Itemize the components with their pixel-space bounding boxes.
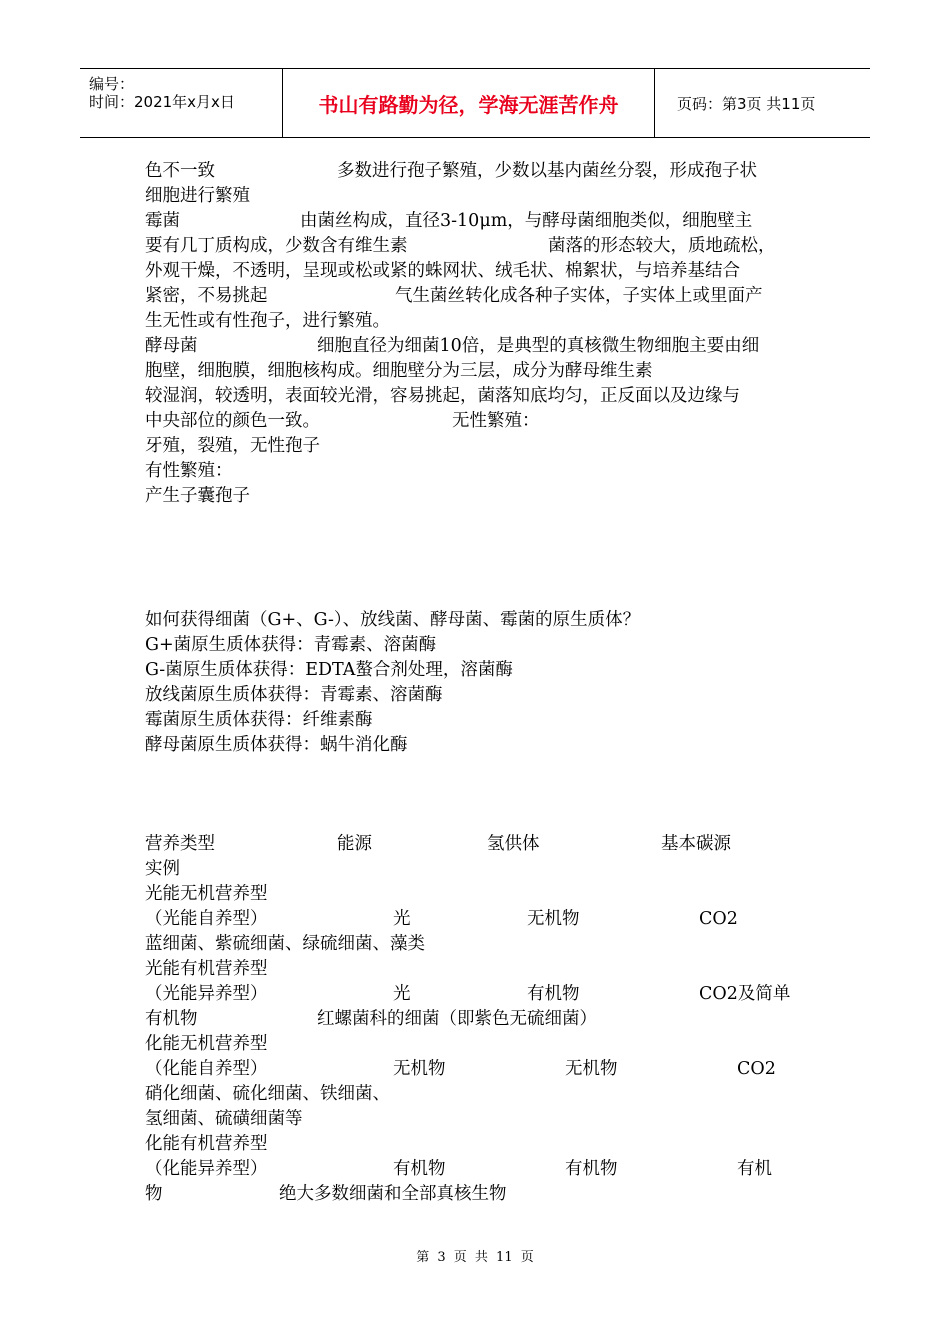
nutrition-carbon: CO2及简单 <box>699 984 791 1004</box>
mold-colony-desc-end: 紧密，不易挑起 <box>145 286 268 306</box>
nutrition-type: 光能有机营养型 <box>145 959 268 979</box>
nutrition-type: 光能无机营养型 <box>145 884 268 904</box>
document-header <box>80 68 870 138</box>
protoplast-item: 放线菌原生质体获得：青霉素、溶菌酶 <box>145 685 443 705</box>
nutrition-type: 化能无机营养型 <box>145 1034 268 1054</box>
nutrition-example: 蓝细菌、紫硫细菌、绿硫细菌、藻类 <box>145 934 425 954</box>
protoplast-item: G+菌原生质体获得：青霉素、溶菌酶 <box>145 635 437 655</box>
nutrition-energy: 光 <box>393 909 411 929</box>
yeast-colony-desc-end: 中央部位的颜色一致。 <box>145 411 320 431</box>
mold-wall-desc: 要有几丁质构成，少数含有维生素 <box>145 236 408 256</box>
nutrition-alias: （光能异养型） <box>145 984 268 1004</box>
text-line: 产生子囊孢子 <box>145 486 250 506</box>
nutrition-alias: （化能自养型） <box>145 1059 268 1079</box>
header-example: 实例 <box>145 859 180 879</box>
nutrition-carbon: CO2 <box>737 1059 776 1079</box>
nutrition-example: 硝化细菌、硫化细菌、铁细菌、 <box>145 1084 390 1104</box>
header-donor: 氢供体 <box>487 834 540 854</box>
nutrition-carbon: 有机 <box>737 1159 772 1179</box>
yeast-name: 酵母菌 <box>145 336 198 356</box>
protoplast-item: G-菌原生质体获得：EDTA螯合剂处理，溶菌酶 <box>145 660 513 680</box>
asexual-label: 无性繁殖： <box>452 411 540 431</box>
mold-cell-desc: 由菌丝构成，直径3-10μm，与酵母菌细胞类似，细胞壁主 <box>300 211 753 231</box>
header-energy: 能源 <box>337 834 372 854</box>
nutrition-carbon-cont: 物 <box>145 1184 163 1204</box>
header-type: 营养类型 <box>145 834 215 854</box>
text-line: 细胞进行繁殖 <box>145 186 250 206</box>
nutrition-example: 绝大多数细菌和全部真核生物 <box>279 1184 507 1204</box>
header-meta-cell <box>80 69 283 137</box>
nutrition-energy: 光 <box>393 984 411 1004</box>
nutrition-alias: （化能异养型） <box>145 1159 268 1179</box>
date-label: 时间：2021年x月x日 <box>89 93 235 111</box>
mold-colony-desc: 菌落的形态较大，质地疏松， <box>548 236 776 256</box>
header-carbon: 基本碳源 <box>661 834 731 854</box>
text-line: 外观干燥，不透明，呈现或松或紧的蛛网状、绒毛状、棉絮状，与培养基结合 <box>145 261 740 281</box>
nutrition-alias: （光能自养型） <box>145 909 268 929</box>
page-info <box>665 69 870 137</box>
page-footer: 第 3 页 共 11 页 <box>416 1250 534 1265</box>
nutrition-example: 红螺菌科的细菌（即紫色无硫细菌） <box>317 1009 597 1029</box>
nutrition-carbon: CO2 <box>699 909 738 929</box>
nutrition-energy: 无机物 <box>393 1059 446 1079</box>
number-label: 编号： <box>89 75 135 93</box>
color-label: 色不一致 <box>145 161 215 181</box>
mold-reproduction-desc: 气生菌丝转化成各种子实体，子实体上或里面产 <box>395 286 763 306</box>
text-line: 牙殖，裂殖，无性孢子 <box>145 436 320 456</box>
page-info-text: 页码：第3页 共11页 <box>677 94 816 113</box>
nutrition-donor: 无机物 <box>565 1059 618 1079</box>
text-line: 胞壁，细胞膜，细胞核构成。细胞壁分为三层，成分为酵母维生素 <box>145 361 653 381</box>
nutrition-type: 化能有机营养型 <box>145 1134 268 1154</box>
protoplast-item: 霉菌原生质体获得：纤维素酶 <box>145 710 373 730</box>
motto: 书山有路勤为径，学海无涯苦作舟 <box>283 69 655 137</box>
text-line: 有性繁殖： <box>145 461 233 481</box>
reproduction-text: 多数进行孢子繁殖，少数以基内菌丝分裂，形成孢子状 <box>337 161 757 181</box>
nutrition-donor: 有机物 <box>527 984 580 1004</box>
nutrition-carbon-cont: 有机物 <box>145 1009 198 1029</box>
nutrition-donor: 有机物 <box>565 1159 618 1179</box>
text-line: 较湿润，较透明，表面较光滑，容易挑起，菌落知底均匀，正反面以及边缘与 <box>145 386 740 406</box>
nutrition-donor: 无机物 <box>527 909 580 929</box>
nutrition-example-cont: 氢细菌、硫磺细菌等 <box>145 1109 303 1129</box>
yeast-cell-desc: 细胞直径为细菌10倍，是典型的真核微生物细胞主要由细 <box>317 336 760 356</box>
mold-name: 霉菌 <box>145 211 180 231</box>
protoplast-item: 酵母菌原生质体获得：蜗牛消化酶 <box>145 735 408 755</box>
text-line: 生无性或有性孢子，进行繁殖。 <box>145 311 390 331</box>
nutrition-energy: 有机物 <box>393 1159 446 1179</box>
protoplast-question: 如何获得细菌（G+、G-）、放线菌、酵母菌、霉菌的原生质体？ <box>145 610 641 630</box>
